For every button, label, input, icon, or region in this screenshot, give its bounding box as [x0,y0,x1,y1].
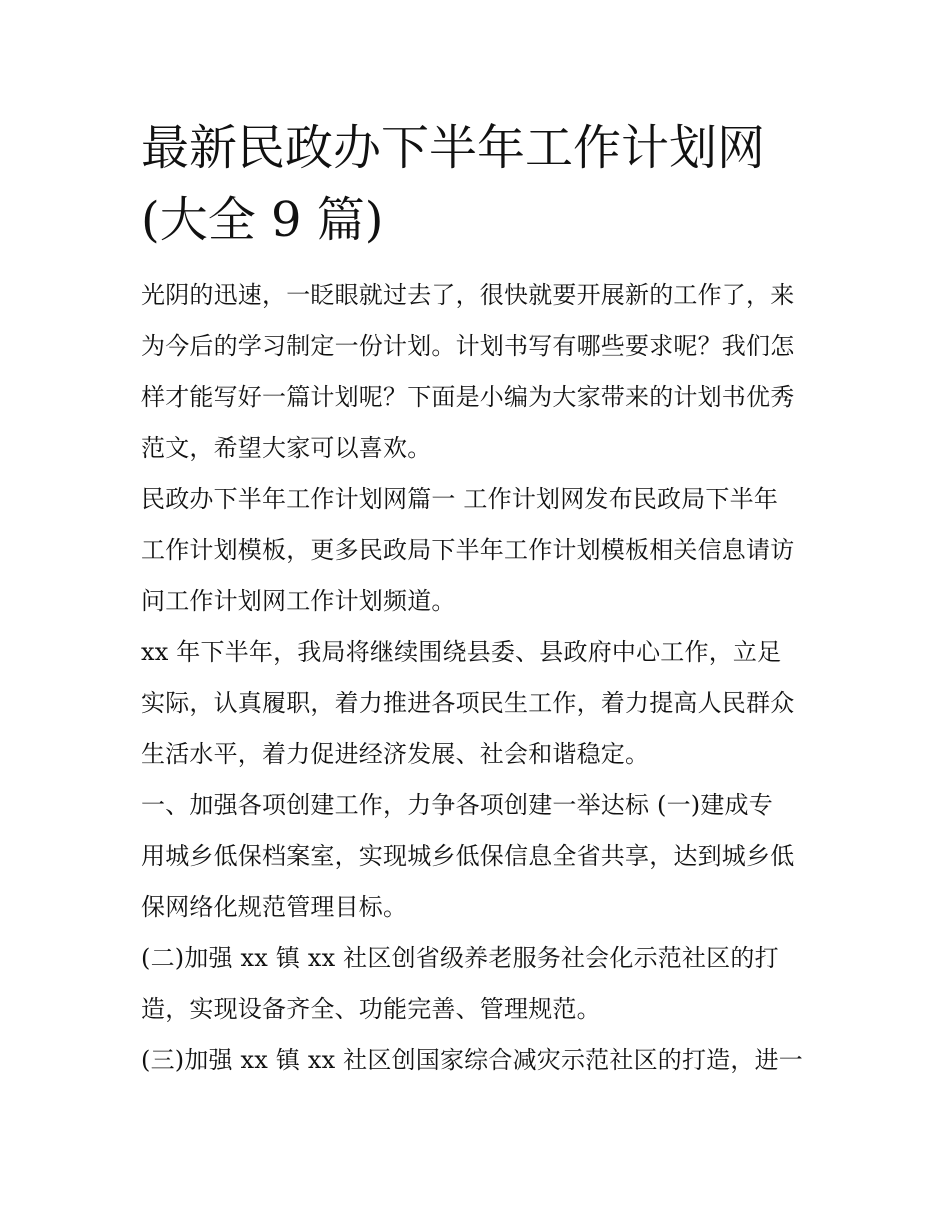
document-page [141,112,813,1086]
paragraph-item-two [141,933,813,1035]
paragraph-article-one [141,474,813,627]
paragraph-line: 民政办下半年工作计划网篇一 工作计划网发布民政局下半年 [141,485,779,513]
paragraph-line: 问工作计划网工作计划频道。 [141,587,456,615]
document-title [141,112,813,256]
title-line-1: 最新民政办下半年工作计划网 [141,120,766,176]
paragraph-line: 一、加强各项创建工作，力争各项创建一举达标 (一)建成专 [141,791,773,819]
paragraph-line: 实际，认真履职，着力推进各项民生工作，着力提高人民群众 [141,689,795,717]
title-line-2: (大全 9 篇) [141,192,384,248]
paragraph-line: 生活水平，着力促进经济发展、社会和谐稳定。 [141,740,650,768]
paragraph-line: 光阴的迅速，一眨眼就过去了，很快就要开展新的工作了，来 [141,281,795,309]
paragraph-line: 用城乡低保档案室，实现城乡低保信息全省共享，达到城乡低 [141,842,795,870]
paragraph-intro [141,270,813,474]
paragraph-item-three [141,1035,813,1086]
paragraph-overview [141,627,813,780]
paragraph-line: 样才能写好一篇计划呢？下面是小编为大家带来的计划书优秀 [141,383,795,411]
paragraph-line: (二)加强 xx 镇 xx 社区创省级养老服务社会化示范社区的打 [141,944,779,972]
paragraph-line: 范文，希望大家可以喜欢。 [141,434,432,462]
paragraph-section-one [141,780,813,933]
paragraph-line: 工作计划模板，更多民政局下半年工作计划模板相关信息请访 [141,536,795,564]
paragraph-line: 保网络化规范管理目标。 [141,893,408,921]
paragraph-line: 造，实现设备齐全、功能完善、管理规范。 [141,995,601,1023]
paragraph-line: (三)加强 xx 镇 xx 社区创国家综合减灾示范社区的打造，进一 [141,1046,803,1074]
paragraph-line: xx 年下半年，我局将继续围绕县委、县政府中心工作，立足 [141,638,782,666]
paragraph-line: 为今后的学习制定一份计划。计划书写有哪些要求呢？我们怎 [141,332,795,360]
